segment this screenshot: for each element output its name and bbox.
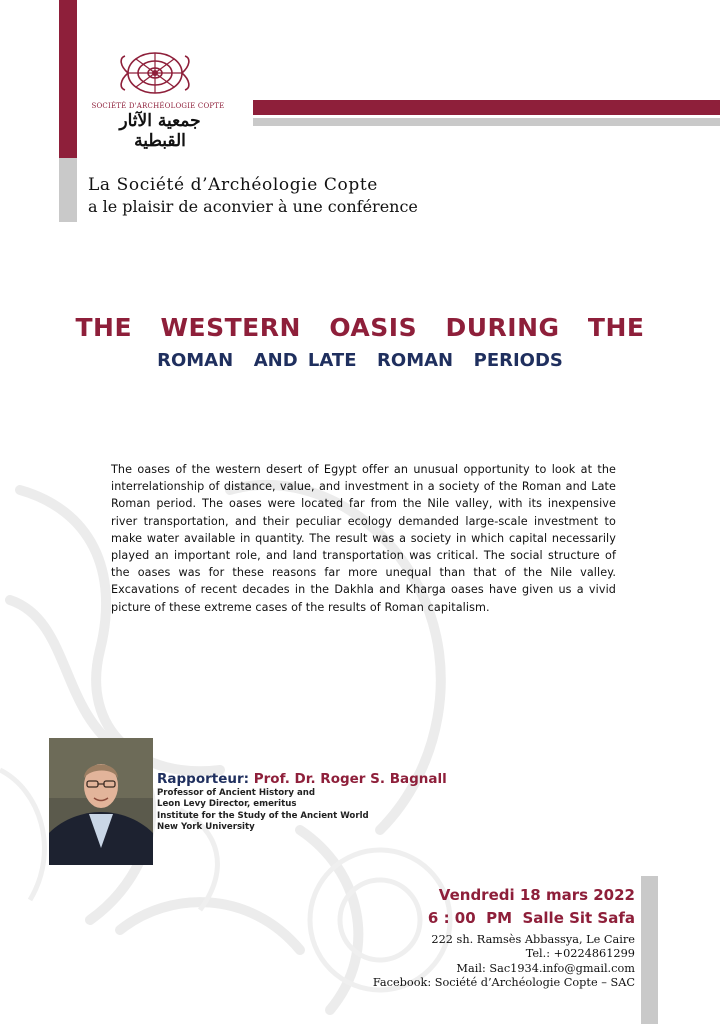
speaker-photo xyxy=(49,738,153,865)
speaker-affiliation-line: Professor of Ancient History and xyxy=(157,788,316,798)
footer-grey-bar xyxy=(641,876,658,1024)
invitation-intro xyxy=(88,174,418,218)
lecture-abstract: The oases of the western desert of Egypt offer an unusual opportunity to look at the interrelationship of distance, value, and investment in a society of the Roman and Late Roman period. The oases were located far from the Nile valley, with its inexpensive river transportation, and their peculiar ecology demanded large-scale investment to make water available in quantity. The result was a society in which capital necessarily played an important role, and land transportation was critical. The social structure of the oases was for these reasons far more unequal than that of the Nile valley. Excavations of recent decades in the Dakhla and Kharga oases have given us a vivid picture of these extreme cases of the results of Roman capitalism. xyxy=(111,463,616,614)
contact-info xyxy=(373,933,635,990)
coptic-society-emblem-icon xyxy=(115,48,195,98)
speaker-affiliation-line: Leon Levy Director, emeritus xyxy=(157,799,297,810)
speaker-name: Prof. Dr. Roger S. Bagnall xyxy=(253,771,447,787)
left-grey-bar xyxy=(59,158,77,222)
speaker-heading xyxy=(157,770,447,788)
contact-address: 222 sh. Ramsès Abbassya, Le Caire xyxy=(431,933,635,946)
speaker-affiliation-line: New York University xyxy=(157,822,255,833)
society-name-arabic: جمعية الآثار القبطية xyxy=(119,111,201,151)
speaker-portrait-icon xyxy=(49,738,153,865)
event-date: Vendredi 18 mars 2022 xyxy=(438,886,635,904)
event-details xyxy=(428,884,635,930)
intro-invitation-line: a le plaisir de aconvier à une conférence xyxy=(88,197,418,216)
speaker-info xyxy=(157,770,447,834)
society-name-french: SOCIÉTÉ D'ARCHÉOLOGIE COPTE xyxy=(91,102,225,110)
header-grey-band xyxy=(253,118,720,126)
contact-email: Mail: Sac1934.info@gmail.com xyxy=(456,961,635,975)
event-time-place: 6 : 00 PM Salle Sit Safa xyxy=(427,909,635,927)
header-red-band xyxy=(253,100,720,115)
intro-society-line: La Société d’Archéologie Copte xyxy=(88,175,378,195)
contact-phone: Tel.: +0224861299 xyxy=(525,947,635,961)
contact-facebook: Facebook: Société d’Archéologie Copte – SAC xyxy=(372,975,635,989)
lecture-title-line1: THE WESTERN OASIS DURING THE xyxy=(75,313,645,342)
speaker-affiliation-line: Institute for the Study of the Ancient World xyxy=(157,810,369,821)
left-accent-bar xyxy=(59,0,77,158)
lecture-title-line2: ROMAN AND LATE ROMAN PERIODS xyxy=(157,350,563,371)
speaker-role-label: Rapporteur: xyxy=(157,771,250,787)
